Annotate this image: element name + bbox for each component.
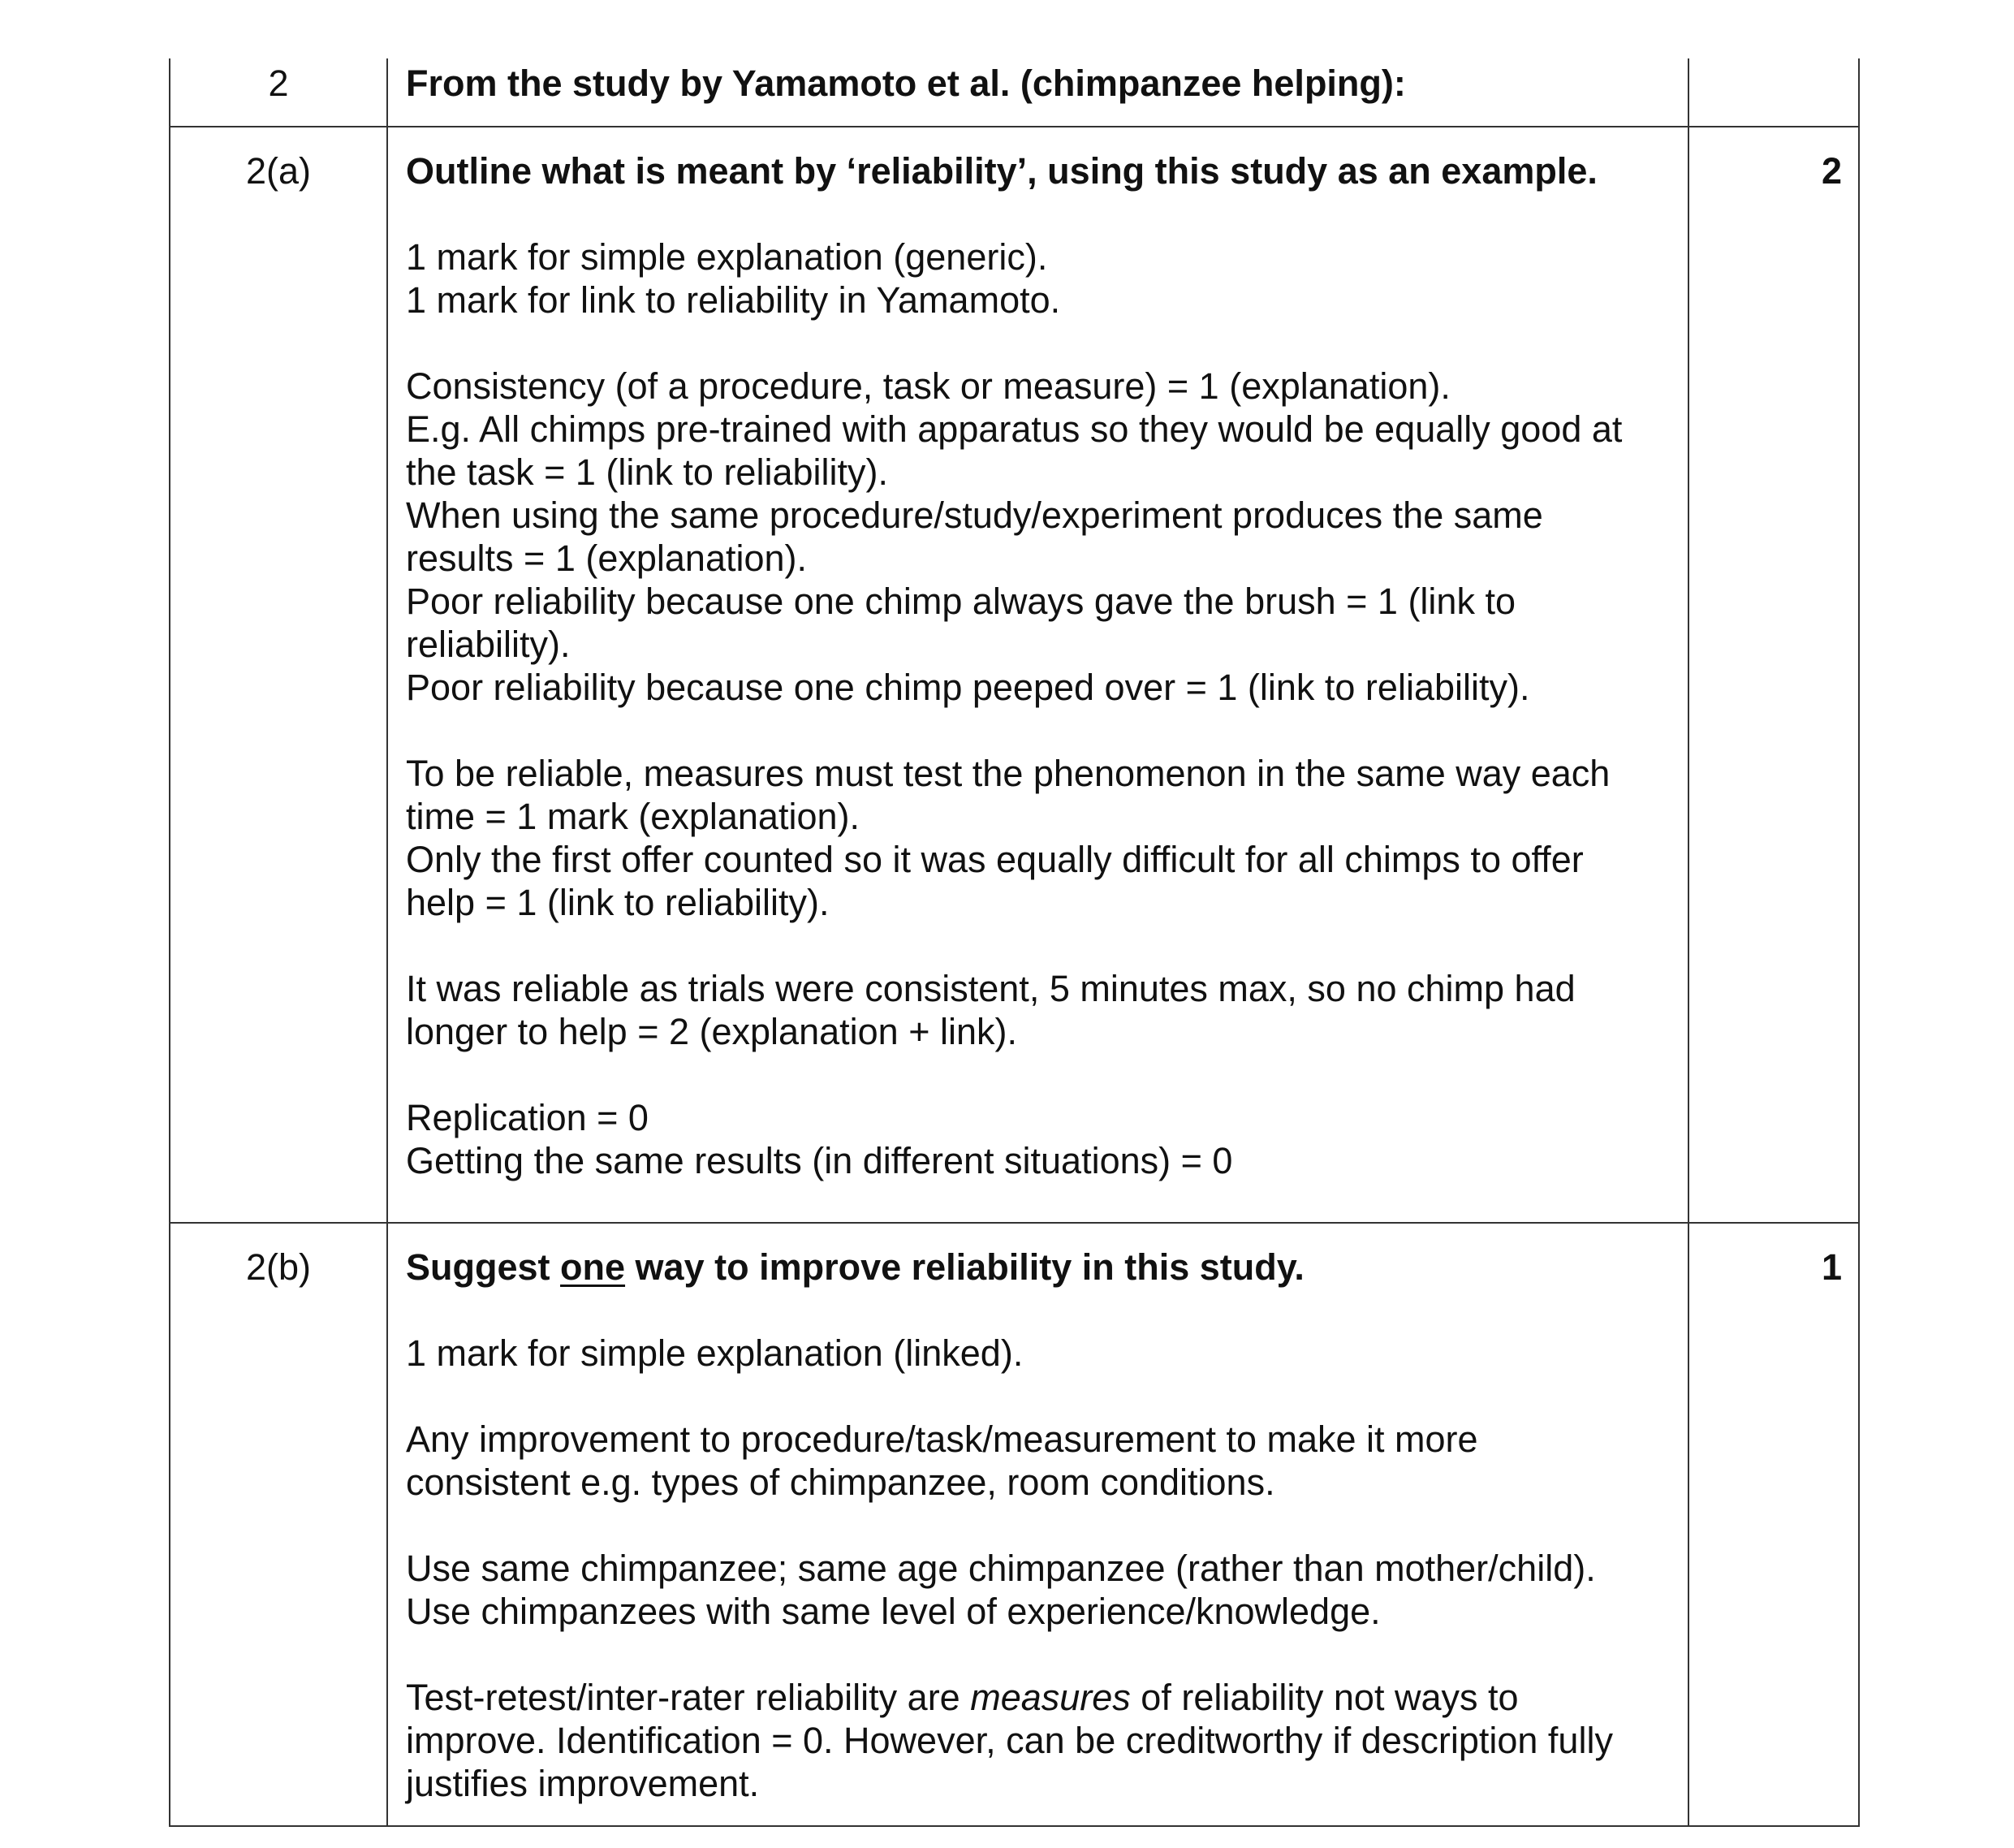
answer-line: consistent e.g. types of chimpanzee, room conditions. (406, 1462, 1275, 1503)
answer-line: Use same chimpanzee; same age chimpanzee (rather than mother/child). (406, 1548, 1596, 1589)
answer-line: Any improvement to procedure/task/measurement to make it more (406, 1418, 1478, 1460)
guidance-line: 1 mark for simple explanation (linked). (406, 1332, 1024, 1374)
guidance-line: 1 mark for simple explanation (generic). (406, 236, 1048, 278)
answer-line: reliability). (406, 624, 571, 665)
answer-text-start: Test-retest/inter-rater reliability are (406, 1677, 971, 1718)
mark-scheme-table (169, 58, 1860, 1827)
answer-line: When using the same procedure/study/experiment produces the same (406, 494, 1543, 536)
answer-cell (387, 127, 1688, 1223)
guidance-line: 1 mark for link to reliability in Yamamoto. (406, 279, 1061, 321)
answer-line: To be reliable, measures must test the phenomenon in the same way each (406, 753, 1611, 794)
answer-line: Poor reliability because one chimp always gave the brush = 1 (link to (406, 581, 1516, 622)
answer-line: help = 1 (link to reliability). (406, 882, 830, 923)
answer-text-end: of reliability not ways to (1130, 1677, 1519, 1718)
marks-cell: 1 (1688, 1223, 1859, 1826)
answer-line: E.g. All chimps pre-trained with apparatus so they would be equally good at (406, 408, 1623, 450)
answer-line: justifies improvement. (406, 1763, 760, 1804)
question-text (406, 1246, 1668, 1289)
answer-line: It was reliable as trials were consistent, 5 minutes max, so no chimp had (406, 968, 1576, 1009)
marks-cell: 2 (1688, 127, 1859, 1223)
question-text-start: Suggest (406, 1246, 561, 1288)
question-number: 2 (170, 58, 387, 127)
answer-line: improve. Identification = 0. However, can be creditworthy if description fully (406, 1720, 1613, 1761)
answer-line: longer to help = 2 (explanation + link). (406, 1011, 1017, 1052)
answer-line: Only the first offer counted so it was equally difficult for all chimps to offer (406, 839, 1584, 880)
underlined-word: one (560, 1246, 626, 1288)
italic-word: measures (970, 1677, 1131, 1718)
question-2-row (170, 58, 1859, 127)
answer-line: time = 1 mark (explanation). (406, 796, 860, 837)
question-number: 2(b) (170, 1223, 387, 1826)
answer-line: the task = 1 (link to reliability). (406, 451, 888, 493)
question-text-end: way to improve reliability in this study. (625, 1246, 1305, 1288)
question-number: 2(a) (170, 127, 387, 1223)
answer-line: results = 1 (explanation). (406, 538, 808, 579)
marks-cell (1688, 58, 1859, 127)
answer-cell (387, 1223, 1688, 1826)
question-title: From the study by Yamamoto et al. (chimpanzee helping): (387, 58, 1688, 127)
answer-line: Use chimpanzees with same level of experience/knowledge. (406, 1591, 1381, 1632)
answer-line: Replication = 0 (406, 1097, 649, 1138)
question-2a-row (170, 127, 1859, 1223)
answer-line: Consistency (of a procedure, task or measure) = 1 (explanation). (406, 365, 1451, 407)
question-text: Outline what is meant by ‘reliability’, using this study as an example. (406, 150, 1598, 192)
question-2b-row (170, 1223, 1859, 1826)
answer-line (406, 1676, 1668, 1719)
answer-line: Poor reliability because one chimp peeped over = 1 (link to reliability). (406, 667, 1530, 708)
answer-line: Getting the same results (in different situations) = 0 (406, 1140, 1233, 1181)
